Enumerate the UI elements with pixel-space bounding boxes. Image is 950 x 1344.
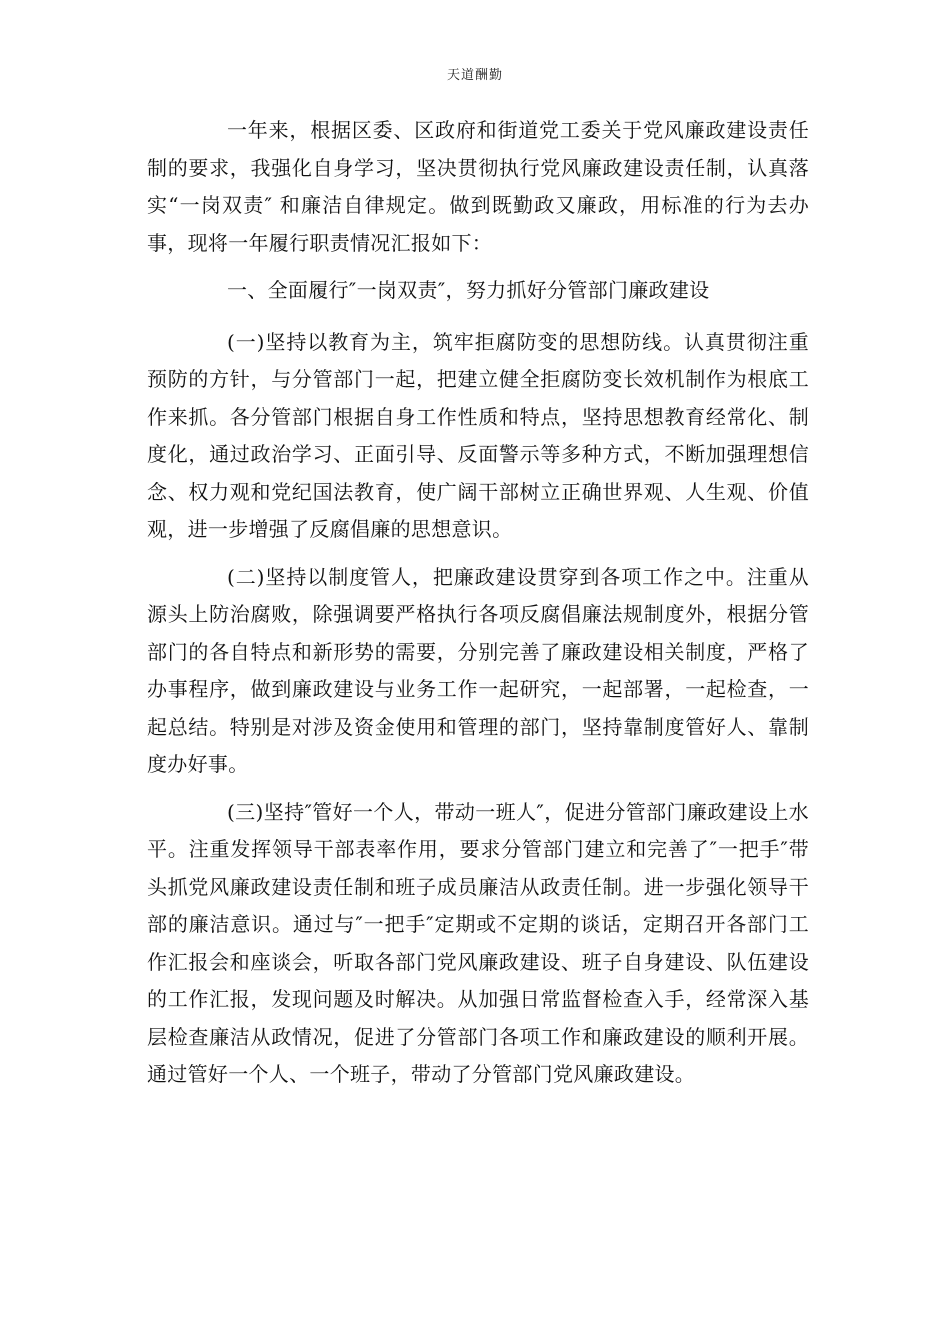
subsection-paragraph-3: (三)坚持″管好一个人，带动一班人″，促进分管部门廉政建设上水平。注重发挥领导干部表率作用，要求分管部门建立和完善了″一把手″带头抓党风廉政建设责任制和班子成员廉洁从政责任制。进一步强化领导干部的廉洁意识。通过与″一把手″定期或不定期的谈话，定期召开各部门工作汇报会和座谈会，听取各部门党风廉政建设、班子自身建设、队伍建设的工作汇报，发现问题及时解决。从加强日常监督检查入手，经常深入基层检查廉洁从政情况，促进了分管部门各项工作和廉政建设的顺利开展。通过管好一个人、一个班子，带动了分管部门党风廉政建设。 (147, 799, 809, 1086)
subsection-paragraph-2: (二)坚持以制度管人，把廉政建设贯穿到各项工作之中。注重从源头上防治腐败，除强调要严格执行各项反腐倡廉法规制度外，根据分管部门的各自特点和新形势的需要，分别完善了廉政建设相关制度，严格了办事程序，做到廉政建设与业务工作一起研究，一起部署，一起检查，一起总结。特别是对涉及资金使用和管理的部门，坚持靠制度管好人、靠制度办好事。 (147, 564, 809, 776)
intro-paragraph: 一年来，根据区委、区政府和街道党工委关于党风廉政建设责任制的要求，我强化自身学习，坚决贯彻执行党风廉政建设责任制，认真落实“一岗双责″ 和廉洁自律规定。做到既勤政又廉政，用标准的行为去办事，现将一年履行职责情况汇报如下： (147, 118, 809, 255)
document-body (147, 112, 809, 1104)
subsection-paragraph-1: (一)坚持以教育为主，筑牢拒腐防变的思想防线。认真贯彻注重预防的方针，与分管部门一起，把建立健全拒腐防变长效机制作为根底工作来抓。各分管部门根据自身工作性质和特点，坚持思想教育经常化、制度化，通过政治学习、正面引导、反面警示等多种方式，不断加强理想信念、权力观和党纪国法教育，使广阔干部树立正确世界观、人生观、价值观，进一步增强了反腐倡廉的思想意识。 (147, 329, 809, 541)
page-header: 天道酬勤 (446, 68, 503, 83)
section-heading-1: 一、全面履行″一岗双责″，努力抓好分管部门廉政建设 (227, 278, 710, 302)
